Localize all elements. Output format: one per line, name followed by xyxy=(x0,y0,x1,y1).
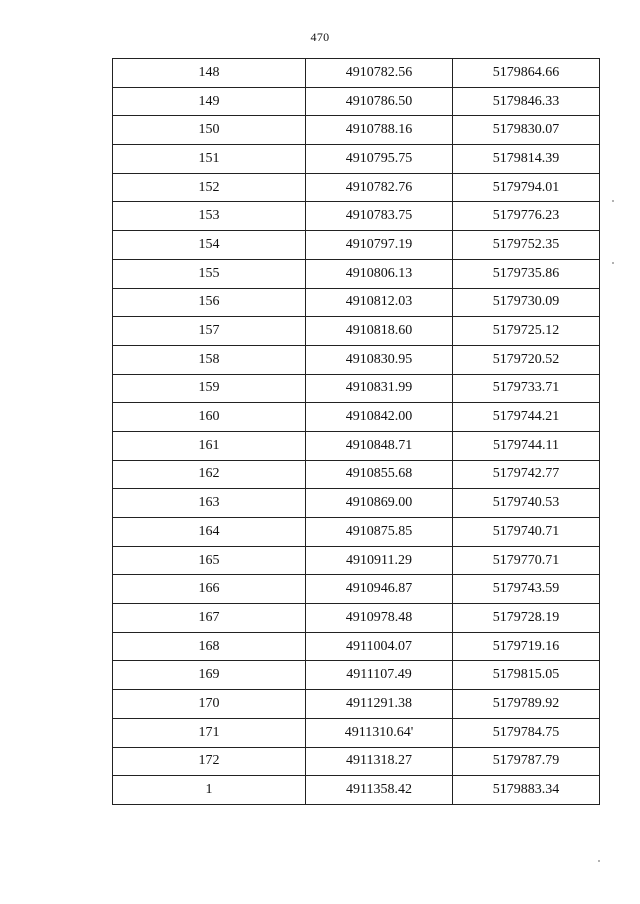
x-coordinate-cell: 4910978.48 xyxy=(306,604,453,633)
point-number-cell: 159 xyxy=(113,374,306,403)
table-row xyxy=(113,546,600,575)
page-number: 470 xyxy=(310,30,330,44)
table-row xyxy=(113,317,600,346)
point-number-cell: 157 xyxy=(113,317,306,346)
point-number-cell: 155 xyxy=(113,259,306,288)
y-coordinate-cell: 5179744.21 xyxy=(453,403,600,432)
table-row xyxy=(113,661,600,690)
scan-speck xyxy=(598,860,600,862)
table-row xyxy=(113,87,600,116)
y-coordinate-cell: 5179720.52 xyxy=(453,345,600,374)
y-coordinate-cell: 5179830.07 xyxy=(453,116,600,145)
point-number-cell: 149 xyxy=(113,87,306,116)
point-number-cell: 166 xyxy=(113,575,306,604)
point-number-cell: 167 xyxy=(113,604,306,633)
x-coordinate-cell: 4911318.27 xyxy=(306,747,453,776)
point-number-cell: 158 xyxy=(113,345,306,374)
point-number-cell: 152 xyxy=(113,173,306,202)
y-coordinate-cell: 5179740.53 xyxy=(453,489,600,518)
x-coordinate-cell: 4910782.76 xyxy=(306,173,453,202)
table-row xyxy=(113,145,600,174)
y-coordinate-cell: 5179733.71 xyxy=(453,374,600,403)
y-coordinate-cell: 5179735.86 xyxy=(453,259,600,288)
x-coordinate-cell: 4910812.03 xyxy=(306,288,453,317)
y-coordinate-cell: 5179730.09 xyxy=(453,288,600,317)
x-coordinate-cell: 4910786.50 xyxy=(306,87,453,116)
x-coordinate-cell: 4910831.99 xyxy=(306,374,453,403)
scan-speck xyxy=(612,200,614,202)
table-row xyxy=(113,202,600,231)
point-number-cell: 156 xyxy=(113,288,306,317)
point-number-cell: 169 xyxy=(113,661,306,690)
x-coordinate-cell: 4910795.75 xyxy=(306,145,453,174)
table-row xyxy=(113,374,600,403)
y-coordinate-cell: 5179789.92 xyxy=(453,690,600,719)
y-coordinate-cell: 5179787.79 xyxy=(453,747,600,776)
x-coordinate-cell: 4911358.42 xyxy=(306,776,453,805)
point-number-cell: 162 xyxy=(113,460,306,489)
y-coordinate-cell: 5179742.77 xyxy=(453,460,600,489)
x-coordinate-cell: 4911310.64' xyxy=(306,718,453,747)
table-row xyxy=(113,403,600,432)
y-coordinate-cell: 5179740.71 xyxy=(453,518,600,547)
point-number-cell: 148 xyxy=(113,59,306,88)
table-row xyxy=(113,116,600,145)
table-row xyxy=(113,345,600,374)
x-coordinate-cell: 4910788.16 xyxy=(306,116,453,145)
x-coordinate-cell: 4910875.85 xyxy=(306,518,453,547)
x-coordinate-cell: 4911004.07 xyxy=(306,632,453,661)
point-number-cell: 163 xyxy=(113,489,306,518)
point-number-cell: 160 xyxy=(113,403,306,432)
x-coordinate-cell: 4910782.56 xyxy=(306,59,453,88)
y-coordinate-cell: 5179752.35 xyxy=(453,231,600,260)
x-coordinate-cell: 4911291.38 xyxy=(306,690,453,719)
x-coordinate-cell: 4911107.49 xyxy=(306,661,453,690)
y-coordinate-cell: 5179770.71 xyxy=(453,546,600,575)
x-coordinate-cell: 4910946.87 xyxy=(306,575,453,604)
table-row xyxy=(113,575,600,604)
table-row xyxy=(113,259,600,288)
x-coordinate-cell: 4910855.68 xyxy=(306,460,453,489)
table-row xyxy=(113,59,600,88)
scan-speck xyxy=(612,262,614,264)
x-coordinate-cell: 4910848.71 xyxy=(306,431,453,460)
table-row xyxy=(113,604,600,633)
table-row xyxy=(113,718,600,747)
table-row xyxy=(113,632,600,661)
table-row xyxy=(113,173,600,202)
y-coordinate-cell: 5179725.12 xyxy=(453,317,600,346)
x-coordinate-cell: 4910797.19 xyxy=(306,231,453,260)
y-coordinate-cell: 5179846.33 xyxy=(453,87,600,116)
point-number-cell: 172 xyxy=(113,747,306,776)
y-coordinate-cell: 5179814.39 xyxy=(453,145,600,174)
x-coordinate-cell: 4910911.29 xyxy=(306,546,453,575)
table-row xyxy=(113,231,600,260)
y-coordinate-cell: 5179776.23 xyxy=(453,202,600,231)
y-coordinate-cell: 5179728.19 xyxy=(453,604,600,633)
y-coordinate-cell: 5179864.66 xyxy=(453,59,600,88)
y-coordinate-cell: 5179784.75 xyxy=(453,718,600,747)
y-coordinate-cell: 5179794.01 xyxy=(453,173,600,202)
y-coordinate-cell: 5179883.34 xyxy=(453,776,600,805)
coordinates-table-body xyxy=(113,59,600,805)
y-coordinate-cell: 5179744.11 xyxy=(453,431,600,460)
point-number-cell: 1 xyxy=(113,776,306,805)
point-number-cell: 153 xyxy=(113,202,306,231)
point-number-cell: 151 xyxy=(113,145,306,174)
table-row xyxy=(113,460,600,489)
x-coordinate-cell: 4910842.00 xyxy=(306,403,453,432)
x-coordinate-cell: 4910830.95 xyxy=(306,345,453,374)
point-number-cell: 161 xyxy=(113,431,306,460)
y-coordinate-cell: 5179719.16 xyxy=(453,632,600,661)
coordinates-table xyxy=(112,58,600,805)
y-coordinate-cell: 5179815.05 xyxy=(453,661,600,690)
x-coordinate-cell: 4910806.13 xyxy=(306,259,453,288)
table-row xyxy=(113,431,600,460)
table-row xyxy=(113,747,600,776)
table-row xyxy=(113,518,600,547)
point-number-cell: 164 xyxy=(113,518,306,547)
point-number-cell: 168 xyxy=(113,632,306,661)
point-number-cell: 165 xyxy=(113,546,306,575)
table-row xyxy=(113,288,600,317)
x-coordinate-cell: 4910818.60 xyxy=(306,317,453,346)
point-number-cell: 150 xyxy=(113,116,306,145)
point-number-cell: 170 xyxy=(113,690,306,719)
x-coordinate-cell: 4910783.75 xyxy=(306,202,453,231)
point-number-cell: 171 xyxy=(113,718,306,747)
table-row xyxy=(113,776,600,805)
table-row xyxy=(113,690,600,719)
y-coordinate-cell: 5179743.59 xyxy=(453,575,600,604)
x-coordinate-cell: 4910869.00 xyxy=(306,489,453,518)
table-row xyxy=(113,489,600,518)
point-number-cell: 154 xyxy=(113,231,306,260)
